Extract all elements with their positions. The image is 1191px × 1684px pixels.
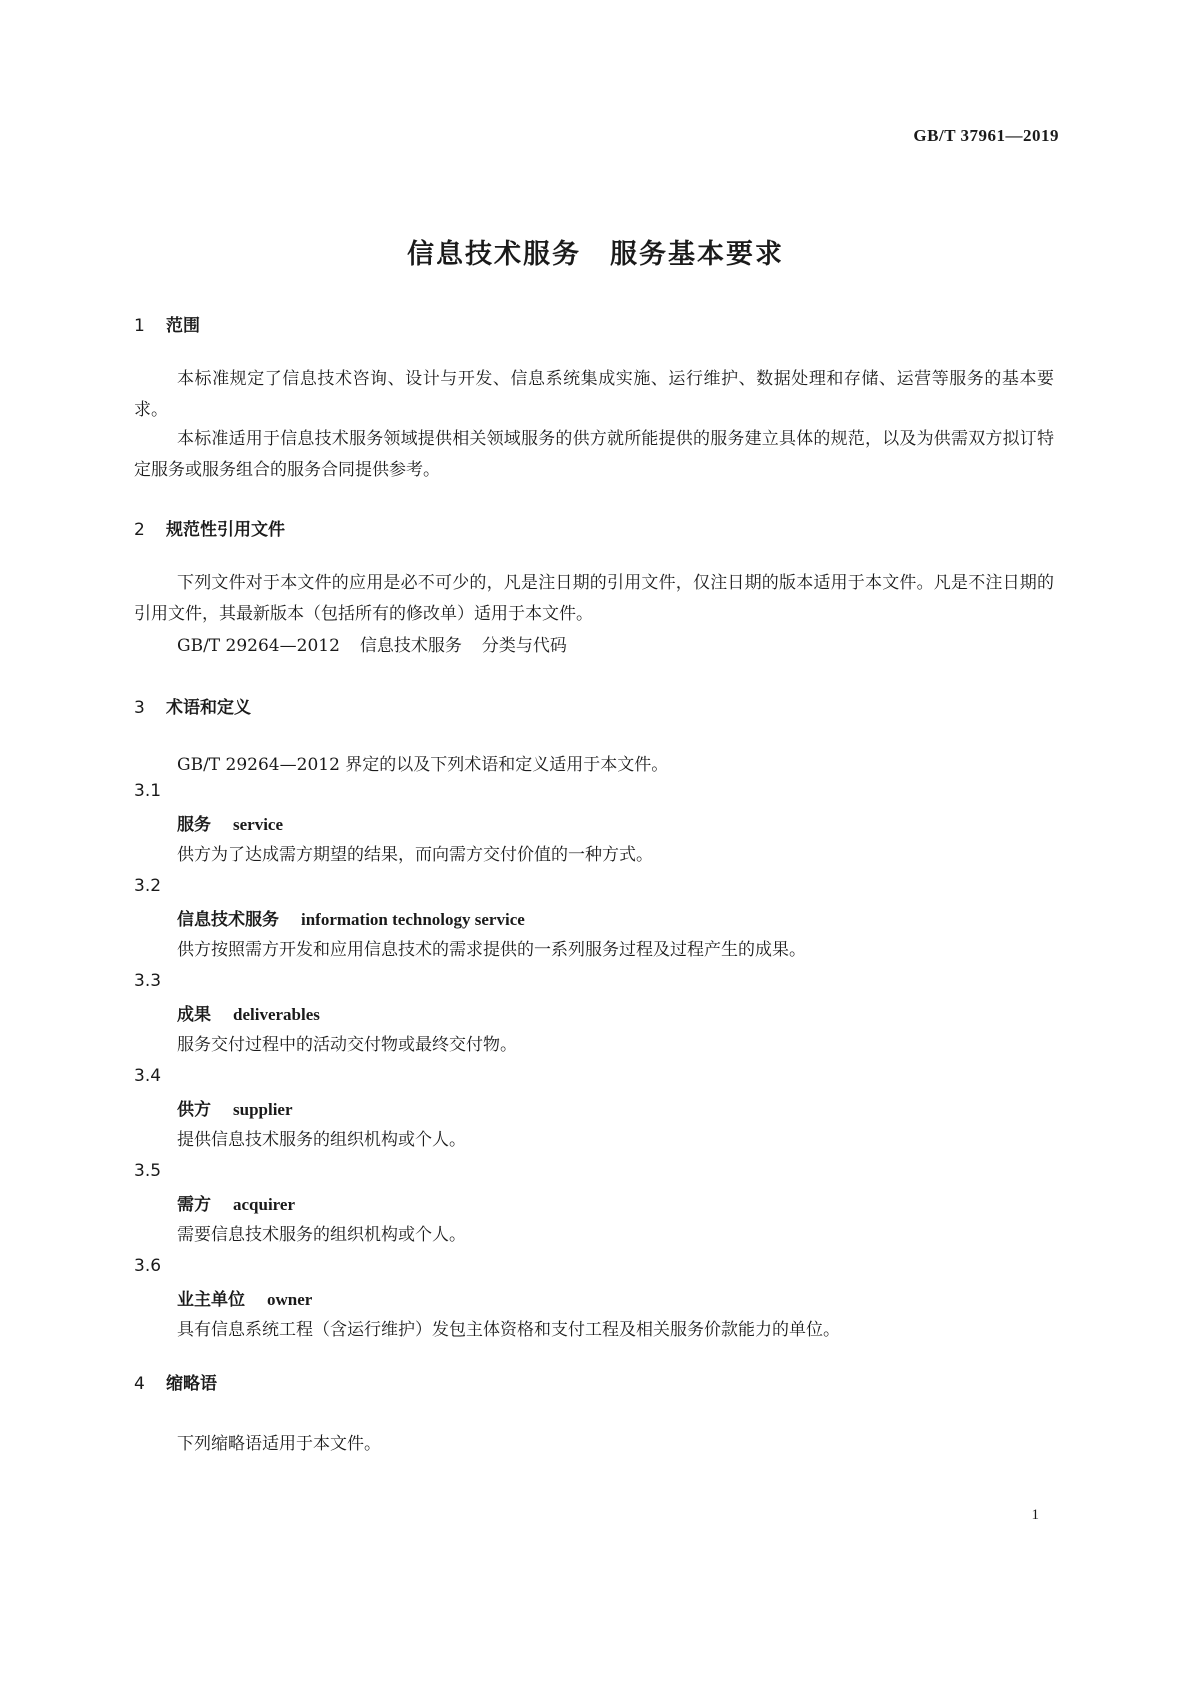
term-zh: 供方 [177, 1100, 211, 1120]
term-en: information technology service [301, 910, 525, 929]
term-zh: 需方 [177, 1195, 211, 1215]
section-heading-terms [134, 693, 251, 718]
term-zh: 服务 [177, 815, 211, 835]
term-definition: 具有信息系统工程（含运行维护）发包主体资格和支付工程及相关服务价款能力的单位。 [177, 1320, 840, 1340]
term-zh: 业主单位 [177, 1290, 245, 1310]
term-definition: 提供信息技术服务的组织机构或个人。 [177, 1130, 466, 1150]
section-title: 规范性引用文件 [166, 520, 285, 540]
section-title: 缩略语 [166, 1374, 217, 1394]
reference-title-b: 分类与代码 [481, 636, 567, 656]
section-number: 2 [134, 520, 145, 540]
term-number: 3.1 [134, 781, 162, 801]
document-title: 信息技术服务 服务基本要求 [407, 239, 784, 270]
term-number: 3.3 [134, 971, 162, 991]
section-number: 3 [134, 698, 145, 718]
reference-title-a: 信息技术服务 [359, 636, 462, 656]
term-heading [177, 1095, 293, 1120]
terms-intro: GB/T 29264—2012 界定的以及下列术语和定义适用于本文件。 [177, 755, 669, 775]
term-definition: 供方为了达成需方期望的结果，而向需方交付价值的一种方式。 [177, 845, 653, 865]
section-heading-abbreviations [134, 1369, 217, 1394]
term-definition: 需要信息技术服务的组织机构或个人。 [177, 1225, 466, 1245]
section-number: 4 [134, 1374, 145, 1394]
term-number: 3.6 [134, 1256, 162, 1276]
term-heading [177, 810, 283, 835]
term-en: deliverables [233, 1005, 320, 1024]
term-en: service [233, 815, 284, 834]
term-heading [177, 1285, 312, 1310]
term-en: supplier [233, 1100, 293, 1119]
term-number: 3.2 [134, 876, 162, 896]
standard-code: GB/T 37961—2019 [913, 126, 1059, 145]
section-title: 范围 [166, 316, 200, 336]
page-number: 1 [1031, 1507, 1039, 1523]
term-heading [177, 905, 525, 930]
section-title: 术语和定义 [166, 698, 251, 718]
term-zh: 信息技术服务 [177, 910, 279, 930]
term-heading [177, 1190, 295, 1215]
scope-paragraph-2: 本标准适用于信息技术服务领域提供相关领域服务的供方就所能提供的服务建立具体的规范，以及为供需双方拟订特定服务或服务组合的服务合同提供参考。 [134, 429, 1054, 480]
term-number: 3.5 [134, 1161, 162, 1181]
reference-code: GB/T 29264—2012 [177, 636, 340, 656]
term-definition: 服务交付过程中的活动交付物或最终交付物。 [177, 1035, 517, 1055]
section-heading-scope [134, 311, 200, 336]
term-number: 3.4 [134, 1066, 162, 1086]
term-heading [177, 1000, 320, 1025]
normative-refs-intro: 下列文件对于本文件的应用是必不可少的，凡是注日期的引用文件，仅注日期的版本适用于本文件。凡是不注日期的引用文件，其最新版本（包括所有的修改单）适用于本文件。 [134, 573, 1054, 624]
reference-entry [177, 631, 567, 656]
term-zh: 成果 [177, 1005, 211, 1025]
section-number: 1 [134, 316, 145, 336]
term-en: acquirer [233, 1195, 296, 1214]
scope-paragraph-1: 本标准规定了信息技术咨询、设计与开发、信息系统集成实施、运行维护、数据处理和存储、运营等服务的基本要求。 [134, 369, 1054, 420]
section-heading-normative-refs [134, 515, 285, 540]
term-en: owner [267, 1290, 313, 1309]
term-definition: 供方按照需方开发和应用信息技术的需求提供的一系列服务过程及过程产生的成果。 [177, 940, 806, 960]
abbreviations-intro: 下列缩略语适用于本文件。 [177, 1434, 381, 1454]
